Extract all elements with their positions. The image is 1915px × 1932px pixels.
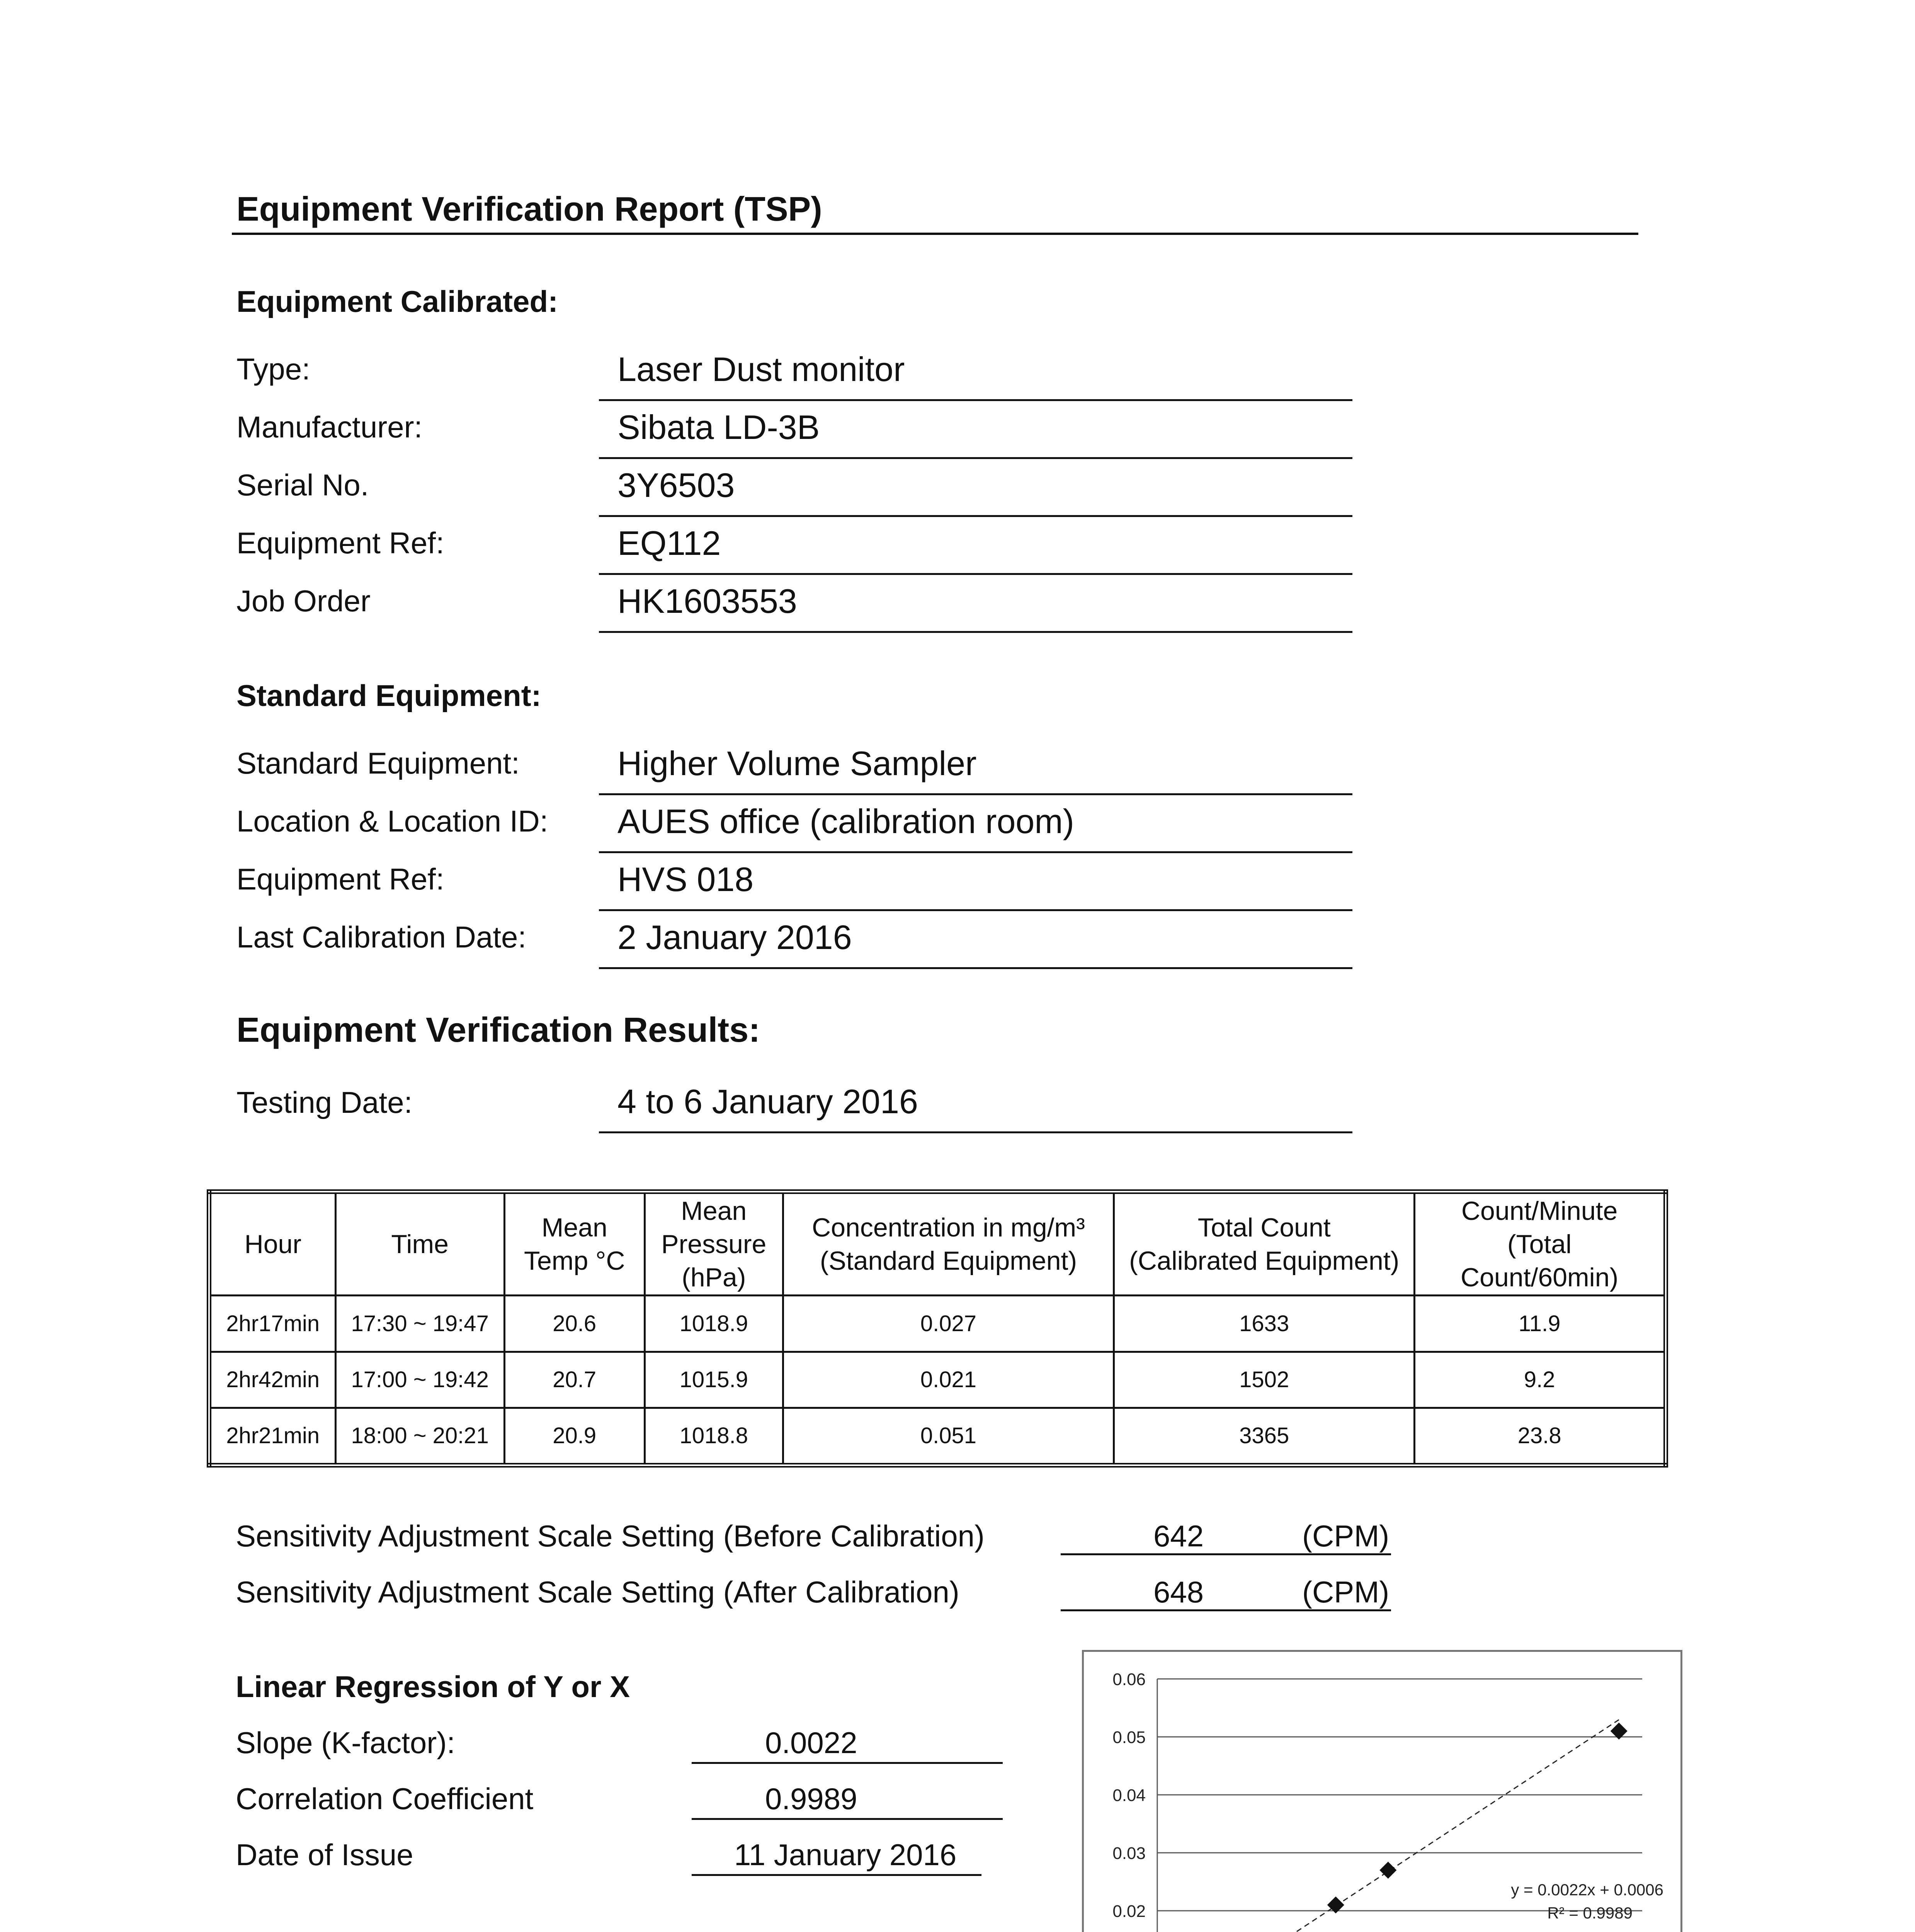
equipment-ref-value: EQ112 <box>617 524 721 562</box>
cell-hour: 2hr21min <box>209 1408 335 1465</box>
table-row <box>209 1408 1666 1465</box>
sensitivity-before-unit: (CPM) <box>1302 1519 1389 1553</box>
equipment-ref-underline <box>599 573 1352 575</box>
calibrated-heading: Equipment Calibrated: <box>236 284 558 318</box>
chart-canvas <box>1084 1652 1680 1932</box>
header-hour: Hour <box>209 1192 335 1296</box>
equipment-ref-label: Equipment Ref: <box>236 526 444 560</box>
correlation-value: 0.9989 <box>765 1782 857 1816</box>
header-concentration: Concentration in mg/m³ (Standard Equipment) <box>783 1192 1114 1296</box>
cell-concentration: 0.051 <box>783 1408 1114 1465</box>
issue-date-value: 11 January 2016 <box>734 1838 957 1872</box>
cell-time: 17:00 ~ 19:42 <box>335 1352 504 1408</box>
sensitivity-after-label: Sensitivity Adjustment Scale Setting (After Calibration) <box>236 1575 959 1609</box>
standard-equipment-value: Higher Volume Sampler <box>617 744 977 782</box>
location-label: Location & Location ID: <box>236 804 548 838</box>
testing-date-label: Testing Date: <box>236 1085 413 1119</box>
header-mean-temp: Mean Temp °C <box>504 1192 645 1296</box>
table-row <box>209 1352 1666 1408</box>
y-tick-label: 0.02 <box>1112 1902 1146 1921</box>
cell-time: 17:30 ~ 19:47 <box>335 1296 504 1352</box>
cell-temp: 20.6 <box>504 1296 645 1352</box>
header-mean-pressure: Mean Pressure (hPa) <box>645 1192 783 1296</box>
y-tick-label: 0.05 <box>1112 1728 1146 1747</box>
standard-equipment-label: Standard Equipment: <box>236 746 520 780</box>
type-value: Laser Dust monitor <box>617 350 905 388</box>
sensitivity-after-underline <box>1061 1609 1391 1611</box>
sensitivity-after-value: 648 <box>1153 1575 1204 1609</box>
last-calibration-value: 2 January 2016 <box>617 918 852 956</box>
last-calibration-label: Last Calibration Date: <box>236 920 527 954</box>
cell-count-per-minute: 11.9 <box>1415 1296 1666 1352</box>
type-label: Type: <box>236 352 310 386</box>
type-underline <box>599 399 1352 401</box>
serial-value: 3Y6503 <box>617 466 735 504</box>
cell-hour: 2hr17min <box>209 1296 335 1352</box>
standard-equipment-underline <box>599 793 1352 795</box>
job-order-value: HK1603553 <box>617 582 797 620</box>
job-order-underline <box>599 631 1352 633</box>
r-squared-label: R² = 0.9989 <box>1547 1904 1633 1922</box>
header-total-count: Total Count (Calibrated Equipment) <box>1114 1192 1415 1296</box>
cell-pressure: 1015.9 <box>645 1352 783 1408</box>
testing-date-underline <box>599 1131 1352 1133</box>
report-title: Equipment Verification Report (TSP) <box>236 190 822 228</box>
slope-label: Slope (K-factor): <box>236 1726 455 1760</box>
results-heading: Equipment Verification Results: <box>236 1011 760 1049</box>
serial-underline <box>599 515 1352 517</box>
location-underline <box>599 851 1352 853</box>
standard-heading: Standard Equipment: <box>236 679 541 713</box>
header-count-per-minute: Count/Minute (Total Count/60min) <box>1415 1192 1666 1296</box>
correlation-label: Correlation Coefficient <box>236 1782 534 1816</box>
cell-time: 18:00 ~ 20:21 <box>335 1408 504 1465</box>
trendline-equation: y = 0.0022x + 0.0006 <box>1511 1881 1663 1899</box>
header-time: Time <box>335 1192 504 1296</box>
standard-ref-label: Equipment Ref: <box>236 862 444 896</box>
serial-label: Serial No. <box>236 468 369 502</box>
last-calibration-underline <box>599 967 1352 969</box>
correlation-underline <box>692 1818 1003 1820</box>
sensitivity-before-value: 642 <box>1153 1519 1204 1553</box>
sensitivity-before-underline <box>1061 1553 1391 1555</box>
y-tick-label: 0.04 <box>1112 1786 1146 1805</box>
trendline <box>1157 1720 1619 1932</box>
title-rule <box>232 233 1638 235</box>
cell-total-count: 1502 <box>1114 1352 1415 1408</box>
slope-value: 0.0022 <box>765 1726 857 1760</box>
y-tick-label: 0.06 <box>1112 1670 1146 1689</box>
slope-underline <box>692 1762 1003 1764</box>
table-header-row <box>209 1192 1666 1296</box>
cell-count-per-minute: 9.2 <box>1415 1352 1666 1408</box>
cell-count-per-minute: 23.8 <box>1415 1408 1666 1465</box>
manufacturer-underline <box>599 457 1352 459</box>
cell-total-count: 3365 <box>1114 1408 1415 1465</box>
cell-pressure: 1018.9 <box>645 1296 783 1352</box>
data-point <box>1379 1862 1396 1879</box>
issue-date-label: Date of Issue <box>236 1838 413 1872</box>
cell-temp: 20.9 <box>504 1408 645 1465</box>
regression-chart <box>1082 1650 1682 1932</box>
issue-date-underline <box>692 1874 981 1876</box>
manufacturer-value: Sibata LD-3B <box>617 408 820 446</box>
table-row <box>209 1296 1666 1352</box>
cell-concentration: 0.021 <box>783 1352 1114 1408</box>
standard-ref-underline <box>599 909 1352 911</box>
sensitivity-before-label: Sensitivity Adjustment Scale Setting (Before Calibration) <box>236 1519 985 1553</box>
regression-heading: Linear Regression of Y or X <box>236 1670 630 1704</box>
cell-pressure: 1018.8 <box>645 1408 783 1465</box>
y-tick-label: 0.03 <box>1112 1844 1146 1863</box>
cell-concentration: 0.027 <box>783 1296 1114 1352</box>
cell-total-count: 1633 <box>1114 1296 1415 1352</box>
standard-ref-value: HVS 018 <box>617 860 754 898</box>
sensitivity-after-unit: (CPM) <box>1302 1575 1389 1609</box>
cell-hour: 2hr42min <box>209 1352 335 1408</box>
job-order-label: Job Order <box>236 584 371 618</box>
results-table <box>207 1189 1668 1468</box>
cell-temp: 20.7 <box>504 1352 645 1408</box>
location-value: AUES office (calibration room) <box>617 802 1074 840</box>
manufacturer-label: Manufacturer: <box>236 410 423 444</box>
testing-date-value: 4 to 6 January 2016 <box>617 1082 918 1121</box>
